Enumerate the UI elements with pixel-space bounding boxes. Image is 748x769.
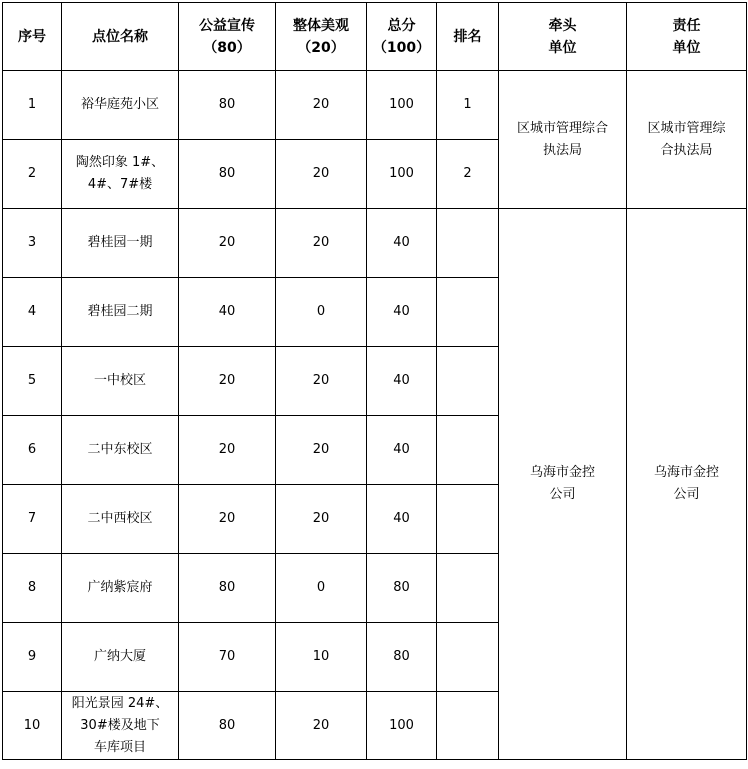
resp-unit-line: 合执法局 [660,142,713,158]
cell-name-line: 裕华庭苑小区 [80,97,159,112]
cell-lead-unit [499,71,627,209]
cell-appearance: 20 [276,416,367,485]
cell-publicity: 20 [179,485,276,554]
cell-name [62,416,179,485]
cell-name [62,692,179,760]
header-resp-line: 单位 [672,39,701,56]
cell-publicity: 70 [179,623,276,692]
header-appearance-line: 整体美观 [293,17,349,34]
cell-total: 80 [367,623,437,692]
cell-seq: 6 [3,416,62,485]
header-appearance [276,3,367,71]
cell-total: 100 [367,692,437,760]
cell-seq: 4 [3,278,62,347]
cell-name [62,554,179,623]
cell-total: 100 [367,140,437,209]
cell-name-line: 阳光景园 24#、 [71,695,169,711]
cell-total: 100 [367,71,437,140]
cell-rank [437,416,499,485]
table-row [3,209,747,278]
header-total-line: 总分 [387,17,416,34]
cell-publicity: 80 [179,140,276,209]
cell-appearance: 0 [276,278,367,347]
cell-lead-unit [499,209,627,760]
cell-rank [437,485,499,554]
cell-name-line: 一中校区 [93,373,146,388]
cell-name [62,209,179,278]
cell-rank: 1 [437,71,499,140]
table-row [3,71,747,140]
header-publicity [179,3,276,71]
cell-appearance: 20 [276,71,367,140]
cell-publicity: 80 [179,554,276,623]
cell-name [62,278,179,347]
cell-publicity: 20 [179,209,276,278]
cell-rank [437,347,499,416]
cell-total: 40 [367,416,437,485]
cell-appearance: 20 [276,347,367,416]
lead-unit-line: 执法局 [542,142,582,158]
cell-total: 40 [367,485,437,554]
cell-name-line: 4#、7#楼 [87,177,153,192]
cell-seq: 7 [3,485,62,554]
cell-seq: 5 [3,347,62,416]
lead-unit-line: 乌海市金控 [529,465,595,480]
cell-name-line: 碧桂园一期 [87,235,153,250]
cell-rank [437,554,499,623]
cell-total: 80 [367,554,437,623]
cell-seq: 8 [3,554,62,623]
cell-appearance: 20 [276,140,367,209]
cell-name-line: 30#楼及地下 [80,717,160,733]
cell-publicity: 20 [179,347,276,416]
cell-seq: 3 [3,209,62,278]
cell-appearance: 10 [276,623,367,692]
cell-total: 40 [367,209,437,278]
header-publicity-line: 公益宣传 [199,17,255,34]
header-total [367,3,437,71]
cell-name [62,140,179,209]
header-resp-line: 责任 [672,17,701,34]
cell-name [62,623,179,692]
header-total-line: （100） [372,39,431,56]
header-lead-unit [499,3,627,71]
cell-seq: 2 [3,140,62,209]
header-resp-unit [627,3,747,71]
scoring-table [2,2,747,760]
cell-resp-unit [627,209,747,760]
cell-publicity: 20 [179,416,276,485]
header-publicity-line: （80） [203,39,251,56]
resp-unit-line: 乌海市金控 [653,465,719,480]
cell-appearance: 20 [276,485,367,554]
cell-name-line: 车库项目 [93,739,146,755]
cell-name-line: 广纳大厦 [93,649,146,664]
cell-rank [437,209,499,278]
cell-name-line: 广纳紫宸府 [87,580,153,595]
header-name: 点位名称 [62,3,179,71]
resp-unit-line: 区城市管理综 [647,120,726,136]
cell-appearance: 0 [276,554,367,623]
cell-resp-unit [627,71,747,209]
cell-name-line: 陶然印象 1#、 [75,155,165,170]
header-rank: 排名 [437,3,499,71]
cell-name-line: 二中东校区 [87,442,153,457]
cell-rank [437,278,499,347]
cell-name [62,347,179,416]
header-lead-line: 牵头 [548,17,577,34]
header-row [3,3,747,71]
cell-seq: 9 [3,623,62,692]
cell-rank [437,623,499,692]
resp-unit-line: 公司 [673,487,700,502]
cell-seq: 1 [3,71,62,140]
cell-appearance: 20 [276,692,367,760]
cell-total: 40 [367,278,437,347]
cell-publicity: 80 [179,692,276,760]
cell-name-line: 二中西校区 [87,511,153,526]
cell-rank [437,692,499,760]
lead-unit-line: 区城市管理综合 [516,120,608,136]
cell-seq: 10 [3,692,62,760]
lead-unit-line: 公司 [549,487,576,502]
cell-publicity: 40 [179,278,276,347]
cell-rank: 2 [437,140,499,209]
cell-total: 40 [367,347,437,416]
header-seq: 序号 [3,3,62,71]
cell-name-line: 碧桂园二期 [87,304,153,319]
header-appearance-line: （20） [297,39,345,56]
cell-publicity: 80 [179,71,276,140]
cell-appearance: 20 [276,209,367,278]
cell-name [62,485,179,554]
cell-name [62,71,179,140]
header-lead-line: 单位 [548,39,577,56]
